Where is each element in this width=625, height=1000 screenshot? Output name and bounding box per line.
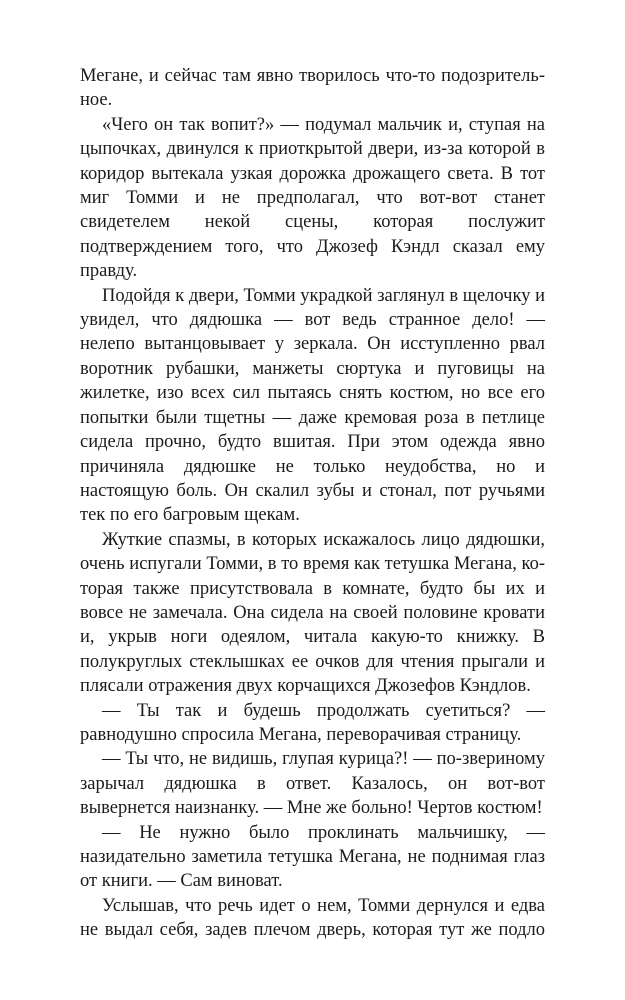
book-page bbox=[80, 64, 545, 943]
paragraph-8: Услышав, что речь идет о нем, Томми дернулся и едва не выдал себя, задев плечом дверь, которая тут же подло bbox=[80, 895, 545, 941]
paragraph-1: Мегане, и сейчас там явно творилось что-то подозрительное. bbox=[80, 66, 545, 111]
paragraph-6: — Ты что, не видишь, глупая курица?! — по-звериному зарычал дядюшка в ответ. Казалось, он вот-вот вывернется наизнанку. — Мне же больно! Чертов костюм! bbox=[80, 749, 545, 819]
paragraph-5: — Ты так и будешь продолжать суетиться? — равнодушно спросила Мегана, переворачивая страницу. bbox=[80, 700, 545, 745]
paragraph-7: — Не нужно было проклинать мальчишку, — назидательно заметила тетушка Мегана, не поднимая глаз от книги. — Сам виноват. bbox=[80, 822, 545, 892]
paragraph-4: Жуткие спазмы, в которых искажалось лицо дядюшки, очень испугали Томми, в то время как тетушка Мегана, которая также присутствовала в комнате, будто бы их и вовсе не замечала. Она сидела на своей половине кровати и, укрыв ноги одеялом, читала какую-то книжку. В полукруглых стеклышках ее очков для чтения прыгали и плясали отражения двух корчащихся Джозефов Кэндлов. bbox=[80, 529, 545, 697]
paragraph-2: «Чего он так вопит?» — подумал мальчик и, ступая на цыпочках, двинулся к приоткрытой двери, из-за которой в коридор вытекала узкая дорожка дрожащего света. В тот миг Томми и не предполагал, что вот-вот станет свидетелем некой сцены, которая послужит подтверждением того, что Джозеф Кэндл сказал ему правду. bbox=[80, 114, 545, 282]
paragraph-3: Подойдя к двери, Томми украдкой заглянул в щелочку и увидел, что дядюшка — вот ведь странное дело! — нелепо вытанцовывает у зеркала. Он исступленно рвал воротник рубашки, манжеты сюртука и пуговицы на жилетке, изо всех сил пытаясь снять костюм, но все его попытки были тщетны — даже кремовая роза в петлице сидела прочно, будто вшитая. При этом одежда явно причиняла дядюшке не только неудобства, но и настоящую боль. Он скалил зубы и стонал, пот ручьями тек по его багровым щекам. bbox=[80, 285, 545, 526]
